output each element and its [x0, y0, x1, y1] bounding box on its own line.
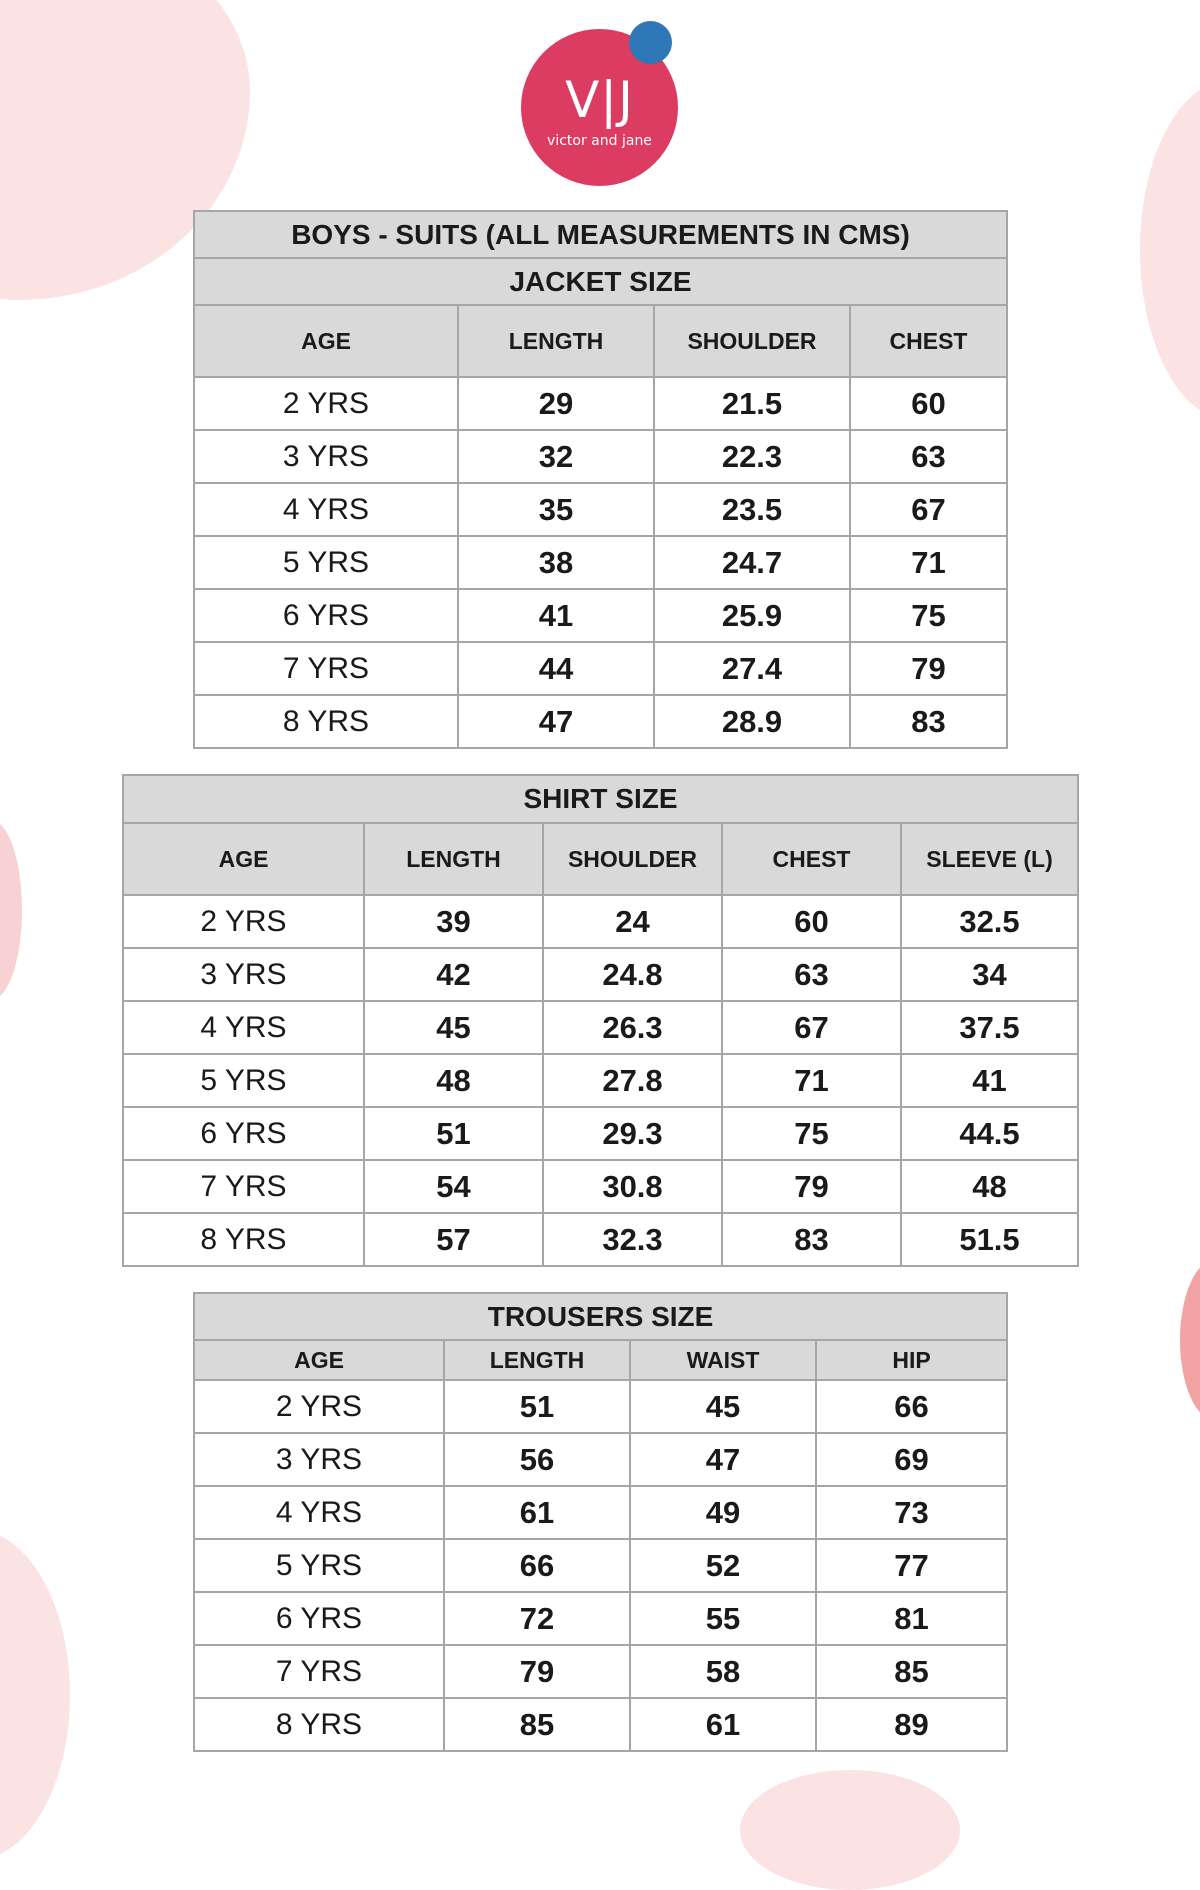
- background-blob: [1180, 1260, 1200, 1420]
- value-cell: 37.5: [901, 1001, 1078, 1054]
- shirt-size-table: [122, 774, 1079, 1267]
- value-cell: 52: [630, 1539, 816, 1592]
- background-blob: [1140, 80, 1200, 420]
- value-cell: 26.3: [543, 1001, 722, 1054]
- age-cell: 6 YRS: [194, 1592, 444, 1645]
- value-cell: 27.4: [654, 642, 850, 695]
- column-header: LENGTH: [458, 305, 654, 377]
- age-cell: 7 YRS: [123, 1160, 364, 1213]
- value-cell: 63: [722, 948, 901, 1001]
- value-cell: 57: [364, 1213, 543, 1266]
- age-cell: 7 YRS: [194, 642, 458, 695]
- value-cell: 75: [722, 1107, 901, 1160]
- value-cell: 32: [458, 430, 654, 483]
- value-cell: 24.7: [654, 536, 850, 589]
- value-cell: 47: [458, 695, 654, 748]
- age-cell: 3 YRS: [123, 948, 364, 1001]
- value-cell: 30.8: [543, 1160, 722, 1213]
- jacket-size-title: JACKET SIZE: [194, 258, 1007, 305]
- value-cell: 32.5: [901, 895, 1078, 948]
- value-cell: 51: [444, 1380, 630, 1433]
- value-cell: 89: [816, 1698, 1007, 1751]
- value-cell: 48: [901, 1160, 1078, 1213]
- age-cell: 6 YRS: [123, 1107, 364, 1160]
- value-cell: 63: [850, 430, 1007, 483]
- age-cell: 7 YRS: [194, 1645, 444, 1698]
- value-cell: 56: [444, 1433, 630, 1486]
- age-cell: 8 YRS: [194, 695, 458, 748]
- background-blob: [0, 1530, 70, 1860]
- table-row: [194, 642, 1007, 695]
- value-cell: 66: [444, 1539, 630, 1592]
- table-row: [123, 948, 1078, 1001]
- age-cell: 5 YRS: [194, 536, 458, 589]
- table-row: [194, 430, 1007, 483]
- value-cell: 79: [722, 1160, 901, 1213]
- table-row: [123, 1001, 1078, 1054]
- value-cell: 24: [543, 895, 722, 948]
- table-row: [194, 1380, 1007, 1433]
- value-cell: 69: [816, 1433, 1007, 1486]
- value-cell: 39: [364, 895, 543, 948]
- value-cell: 75: [850, 589, 1007, 642]
- value-cell: 32.3: [543, 1213, 722, 1266]
- value-cell: 83: [722, 1213, 901, 1266]
- value-cell: 49: [630, 1486, 816, 1539]
- value-cell: 51.5: [901, 1213, 1078, 1266]
- column-header: SLEEVE (L): [901, 823, 1078, 895]
- value-cell: 41: [458, 589, 654, 642]
- value-cell: 85: [444, 1698, 630, 1751]
- value-cell: 35: [458, 483, 654, 536]
- column-header: CHEST: [850, 305, 1007, 377]
- logo-text: victor and jane: [547, 132, 652, 149]
- logo-mark: V|J: [565, 70, 634, 129]
- value-cell: 55: [630, 1592, 816, 1645]
- value-cell: 83: [850, 695, 1007, 748]
- value-cell: 45: [364, 1001, 543, 1054]
- table-row: [123, 895, 1078, 948]
- value-cell: 79: [850, 642, 1007, 695]
- column-header: SHOULDER: [654, 305, 850, 377]
- value-cell: 29: [458, 377, 654, 430]
- value-cell: 66: [816, 1380, 1007, 1433]
- value-cell: 85: [816, 1645, 1007, 1698]
- table-row: [194, 1645, 1007, 1698]
- value-cell: 48: [364, 1054, 543, 1107]
- table-row: [123, 1213, 1078, 1266]
- value-cell: 72: [444, 1592, 630, 1645]
- column-header: AGE: [194, 1340, 444, 1380]
- trousers-size-title: TROUSERS SIZE: [194, 1293, 1007, 1340]
- age-cell: 4 YRS: [194, 483, 458, 536]
- age-cell: 8 YRS: [123, 1213, 364, 1266]
- value-cell: 71: [850, 536, 1007, 589]
- age-cell: 8 YRS: [194, 1698, 444, 1751]
- value-cell: 34: [901, 948, 1078, 1001]
- table-row: [194, 483, 1007, 536]
- age-cell: 3 YRS: [194, 430, 458, 483]
- value-cell: 79: [444, 1645, 630, 1698]
- table-row: [123, 1054, 1078, 1107]
- column-header: SHOULDER: [543, 823, 722, 895]
- age-cell: 5 YRS: [123, 1054, 364, 1107]
- value-cell: 54: [364, 1160, 543, 1213]
- table-row: [194, 1592, 1007, 1645]
- column-header: LENGTH: [444, 1340, 630, 1380]
- table-row: [194, 536, 1007, 589]
- column-header: CHEST: [722, 823, 901, 895]
- jacket-size-table: [193, 210, 1008, 749]
- value-cell: 60: [850, 377, 1007, 430]
- logo-dot-icon: [629, 21, 672, 64]
- value-cell: 42: [364, 948, 543, 1001]
- value-cell: 44: [458, 642, 654, 695]
- column-header: WAIST: [630, 1340, 816, 1380]
- background-blob: [0, 820, 22, 1000]
- value-cell: 67: [722, 1001, 901, 1054]
- value-cell: 71: [722, 1054, 901, 1107]
- table-row: [194, 695, 1007, 748]
- value-cell: 73: [816, 1486, 1007, 1539]
- value-cell: 47: [630, 1433, 816, 1486]
- value-cell: 38: [458, 536, 654, 589]
- table-row: [123, 1160, 1078, 1213]
- value-cell: 27.8: [543, 1054, 722, 1107]
- value-cell: 21.5: [654, 377, 850, 430]
- table-row: [194, 589, 1007, 642]
- page-title: BOYS - SUITS (ALL MEASUREMENTS IN CMS): [194, 211, 1007, 258]
- trousers-size-table: [193, 1292, 1008, 1752]
- column-header: HIP: [816, 1340, 1007, 1380]
- column-header: AGE: [194, 305, 458, 377]
- value-cell: 44.5: [901, 1107, 1078, 1160]
- value-cell: 60: [722, 895, 901, 948]
- age-cell: 2 YRS: [194, 1380, 444, 1433]
- table-row: [194, 1698, 1007, 1751]
- value-cell: 58: [630, 1645, 816, 1698]
- value-cell: 77: [816, 1539, 1007, 1592]
- value-cell: 29.3: [543, 1107, 722, 1160]
- table-row: [194, 1486, 1007, 1539]
- value-cell: 23.5: [654, 483, 850, 536]
- value-cell: 45: [630, 1380, 816, 1433]
- value-cell: 25.9: [654, 589, 850, 642]
- age-cell: 6 YRS: [194, 589, 458, 642]
- age-cell: 2 YRS: [194, 377, 458, 430]
- value-cell: 67: [850, 483, 1007, 536]
- age-cell: 5 YRS: [194, 1539, 444, 1592]
- column-header: LENGTH: [364, 823, 543, 895]
- age-cell: 3 YRS: [194, 1433, 444, 1486]
- value-cell: 28.9: [654, 695, 850, 748]
- background-blob: [740, 1770, 960, 1890]
- value-cell: 61: [444, 1486, 630, 1539]
- table-row: [123, 1107, 1078, 1160]
- age-cell: 4 YRS: [123, 1001, 364, 1054]
- value-cell: 24.8: [543, 948, 722, 1001]
- shirt-size-title: SHIRT SIZE: [123, 775, 1078, 823]
- value-cell: 41: [901, 1054, 1078, 1107]
- value-cell: 51: [364, 1107, 543, 1160]
- table-row: [194, 1539, 1007, 1592]
- table-row: [194, 377, 1007, 430]
- value-cell: 61: [630, 1698, 816, 1751]
- age-cell: 4 YRS: [194, 1486, 444, 1539]
- column-header: AGE: [123, 823, 364, 895]
- table-row: [194, 1433, 1007, 1486]
- value-cell: 81: [816, 1592, 1007, 1645]
- value-cell: 22.3: [654, 430, 850, 483]
- age-cell: 2 YRS: [123, 895, 364, 948]
